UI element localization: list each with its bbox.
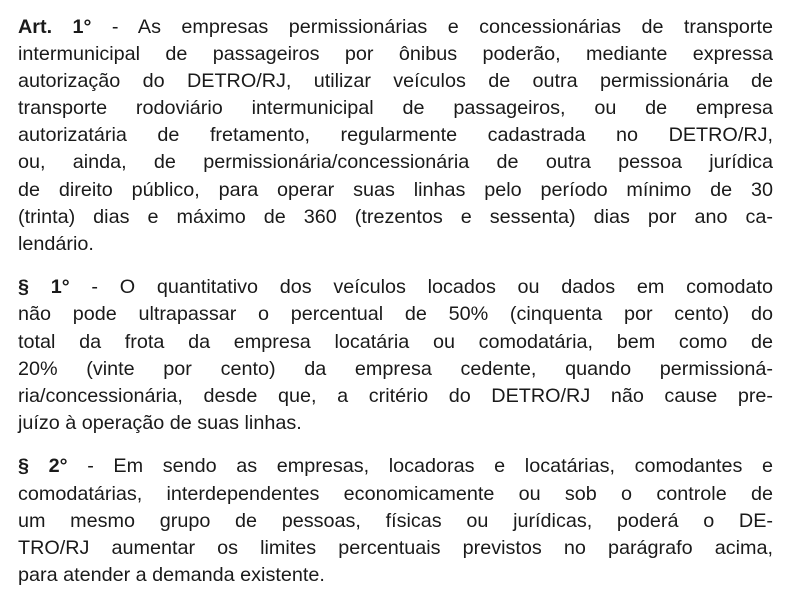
text-line-content: - O quantitativo dos veículos locados ou dados em comodato bbox=[69, 276, 773, 299]
text-line bbox=[18, 14, 773, 41]
paragraph-1 bbox=[18, 274, 773, 437]
text-line-content: - As empresas permissionárias e concessionárias de transporte bbox=[91, 16, 773, 38]
text-line: autorização do DETRO/RJ, utilizar veículos de outra permissionária de bbox=[18, 70, 773, 93]
text-line-content: - Em sendo as empresas, locadoras e locatárias, comodantes e bbox=[67, 455, 774, 478]
text-line: ou, ainda, de permissionária/concessionária de outra pessoa jurídica bbox=[18, 151, 773, 174]
text-line: total da frota da empresa locatária ou comodatária, bem como de bbox=[18, 330, 773, 353]
text-line bbox=[18, 453, 773, 480]
text-line: lendário. bbox=[18, 232, 94, 255]
text-line: autorizatária de fretamento, regularmente cadastrada no DETRO/RJ, bbox=[18, 124, 773, 147]
text-line: intermunicipal de passageiros por ônibus poderão, mediante expressa bbox=[18, 43, 773, 66]
paragraph-2 bbox=[18, 453, 773, 588]
paragraph-label: § 1° bbox=[18, 276, 70, 299]
document-body bbox=[18, 14, 773, 589]
article-1 bbox=[18, 14, 773, 258]
text-line: comodatárias, interdependentes economicamente ou sob o controle de bbox=[18, 482, 773, 505]
text-line: (trinta) dias e máximo de 360 (trezentos e sessenta) dias por ano ca- bbox=[18, 205, 773, 228]
paragraph-label: § 2° bbox=[18, 455, 68, 478]
text-line: um mesmo grupo de pessoas, físicas ou jurídicas, poderá o DE- bbox=[18, 509, 773, 532]
text-line bbox=[18, 274, 773, 301]
text-line: não pode ultrapassar o percentual de 50% (cinquenta por cento) do bbox=[18, 303, 773, 326]
text-line: 20% (vinte por cento) da empresa cedente, quando permissioná- bbox=[18, 357, 773, 380]
text-line: ria/concessionária, desde que, a critério do DETRO/RJ não cause pre- bbox=[18, 384, 773, 407]
text-line: TRO/RJ aumentar os limites percentuais previstos no parágrafo acima, bbox=[18, 536, 773, 559]
text-line: juízo à operação de suas linhas. bbox=[18, 411, 302, 434]
article-label: Art. 1° bbox=[18, 16, 92, 38]
text-line: para atender a demanda existente. bbox=[18, 563, 325, 586]
text-line: de direito público, para operar suas linhas pelo período mínimo de 30 bbox=[18, 178, 773, 201]
text-line: transporte rodoviário intermunicipal de passageiros, ou de empresa bbox=[18, 97, 773, 120]
